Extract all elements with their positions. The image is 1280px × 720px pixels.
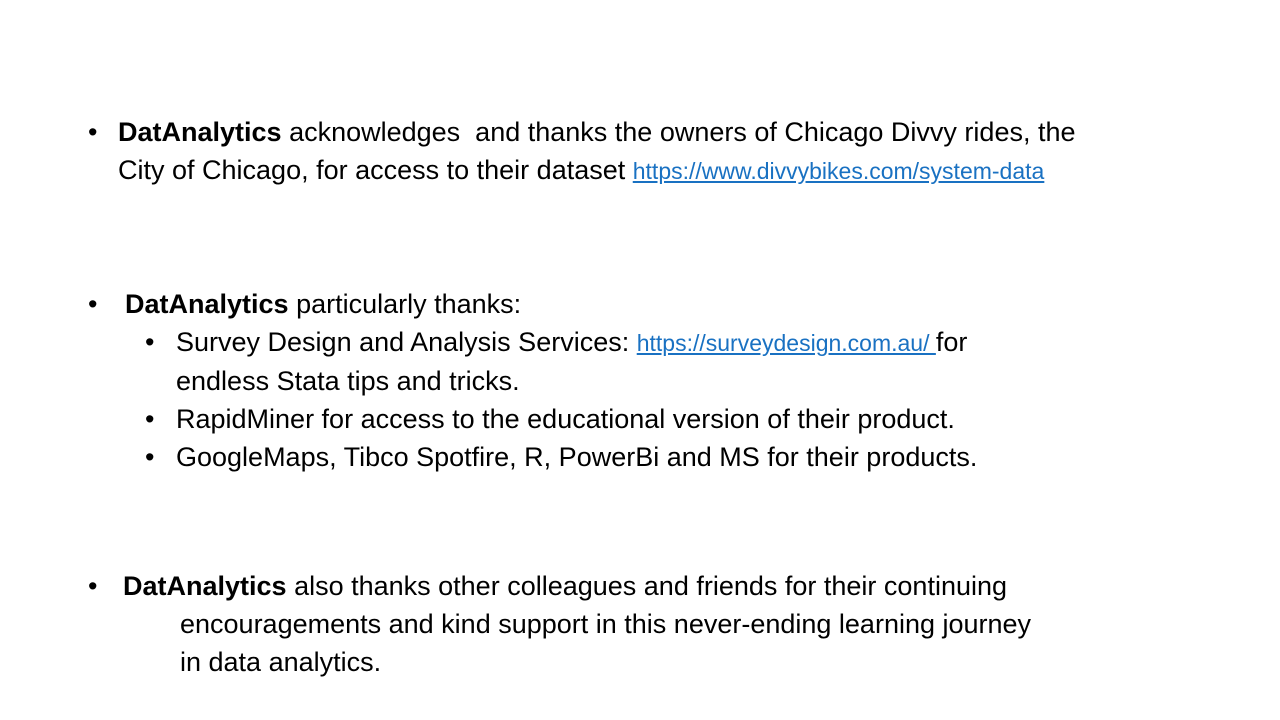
text-line <box>180 605 1031 643</box>
text-run: City of Chicago, for access to their dataset <box>118 155 633 185</box>
bullet-text <box>176 400 955 438</box>
text-line <box>176 438 977 476</box>
text-line <box>180 643 1031 681</box>
bullet-item <box>88 285 977 323</box>
text-run: endless Stata tips and tricks. <box>176 366 520 396</box>
text-run: in data analytics. <box>180 647 382 677</box>
text-line <box>118 151 1076 190</box>
text-run: also thanks other colleagues and friends for their continuing <box>286 571 1008 601</box>
text-run: for <box>935 327 968 357</box>
bold-text-run: DatAnalytics <box>118 117 282 147</box>
bullet-group-acknowledgement <box>88 113 1076 190</box>
bullet-marker: • <box>88 289 98 319</box>
bullet-marker: • <box>145 327 155 357</box>
divvybikes-link[interactable]: https://www.divvybikes.com/system-data <box>632 158 1045 184</box>
bullet-marker: • <box>88 571 98 601</box>
bullet-text <box>176 438 977 476</box>
bold-text-run: DatAnalytics <box>125 289 289 319</box>
bullet-text <box>123 567 1031 681</box>
bold-text-run: DatAnalytics <box>123 571 287 601</box>
text-line <box>118 113 1076 151</box>
bullet-item <box>145 323 977 400</box>
text-run: GoogleMaps, Tibco Spotfire, R, PowerBi and MS for their products. <box>176 442 978 472</box>
text-run: acknowledges and thanks the owners of Chicago Divvy rides, the <box>281 117 1076 147</box>
text-run: RapidMiner for access to the educational version of their product. <box>176 404 955 434</box>
bullet-text <box>176 323 967 400</box>
bullet-text <box>125 285 521 323</box>
bullet-item <box>88 113 1076 190</box>
bullet-item <box>145 400 977 438</box>
bullet-group-particular-thanks <box>88 285 977 476</box>
text-run: encouragements and kind support in this never-ending learning journey <box>180 609 1032 639</box>
text-line <box>123 567 1031 605</box>
text-line <box>176 323 967 362</box>
bullet-marker: • <box>145 442 155 472</box>
bullet-item <box>145 438 977 476</box>
text-run: particularly thanks: <box>288 289 522 319</box>
surveydesign-link[interactable]: https://surveydesign.com.au/ <box>636 330 936 356</box>
bullet-item <box>88 567 1031 681</box>
bullet-text <box>118 113 1076 190</box>
bullet-group-also-thanks <box>88 567 1031 681</box>
bullet-marker: • <box>145 404 155 434</box>
text-run: Survey Design and Analysis Services: <box>176 327 637 357</box>
text-line <box>176 400 955 438</box>
bullet-marker: • <box>88 117 98 147</box>
text-line <box>176 362 967 400</box>
text-line <box>125 285 521 323</box>
